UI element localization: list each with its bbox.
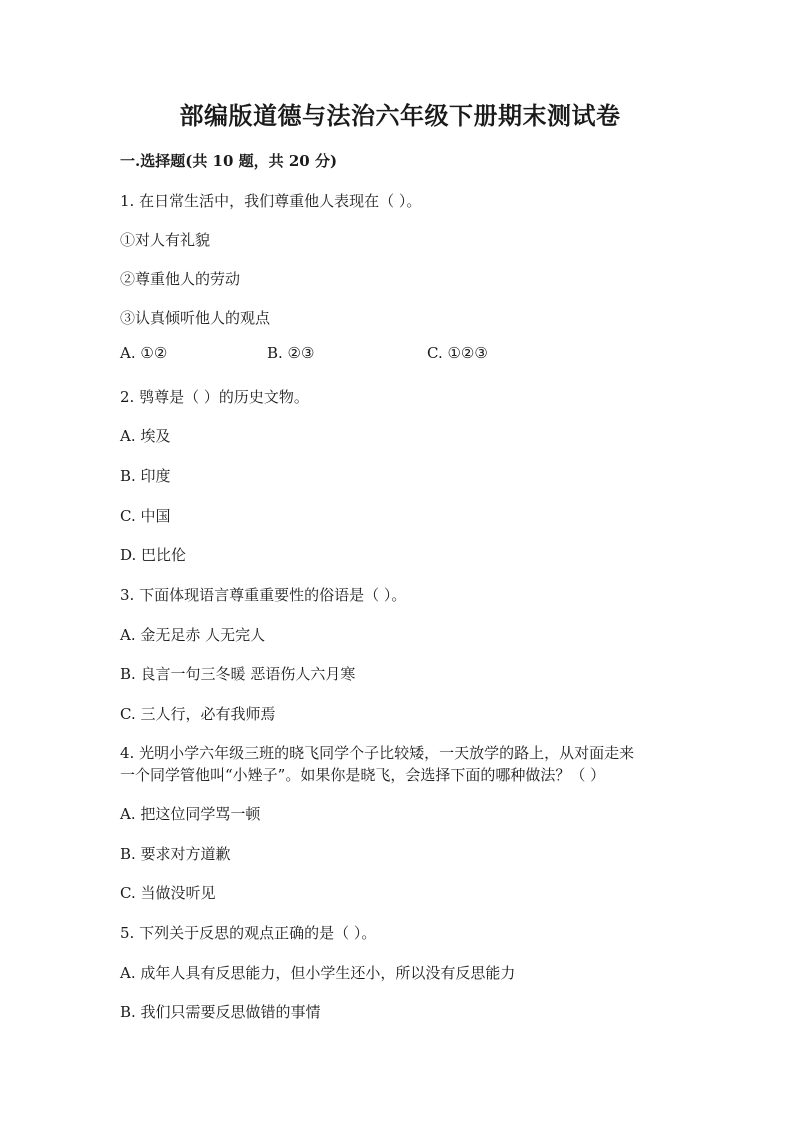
question-2-stem: 2. 鸮尊是（ ）的历史文物。 bbox=[120, 388, 309, 406]
question-5-stem: 5. 下列关于反思的观点正确的是（ ）。 bbox=[120, 924, 377, 942]
question-4-option-c: C. 当做没听见 bbox=[120, 884, 216, 902]
question-2-option-a: A. 埃及 bbox=[120, 427, 171, 445]
question-1-option-c: C. ①②③ bbox=[427, 344, 488, 362]
question-3-option-a: A. 金无足赤 人无完人 bbox=[120, 626, 266, 644]
question-1-option-a: A. ①② bbox=[120, 344, 168, 362]
exam-title: 部编版道德与法治六年级下册期末测试卷 bbox=[179, 101, 621, 130]
question-3-stem: 3. 下面体现语言尊重重要性的俗语是（ ）。 bbox=[120, 586, 407, 604]
section-heading: 一.选择题(共 10 题，共 20 分) bbox=[120, 152, 338, 170]
question-1-option-b: B. ②③ bbox=[267, 344, 315, 362]
question-2-option-d: D. 巴比伦 bbox=[120, 546, 187, 564]
question-4-option-b: B. 要求对方道歉 bbox=[120, 845, 231, 863]
question-2-option-b: B. 印度 bbox=[120, 467, 171, 485]
question-5-option-b: B. 我们只需要反思做错的事情 bbox=[120, 1003, 321, 1021]
question-4-option-a: A. 把这位同学骂一顿 bbox=[120, 805, 261, 823]
question-3-option-b: B. 良言一句三冬暖 恶语伤人六月寒 bbox=[120, 665, 356, 683]
question-4-stem-line-1: 4. 光明小学六年级三班的晓飞同学个子比较矮，一天放学的路上，从对面走来 bbox=[120, 744, 635, 762]
question-5-option-a: A. 成年人具有反思能力，但小学生还小，所以没有反思能力 bbox=[120, 964, 516, 982]
question-1-item-1: ①对人有礼貌 bbox=[120, 231, 211, 249]
question-2-option-c: C. 中国 bbox=[120, 507, 171, 525]
question-3-option-c: C. 三人行，必有我师焉 bbox=[120, 705, 276, 723]
question-4-stem-line-2: 一个同学管他叫“小矬子”。如果你是晓飞，会选择下面的哪种做法？（ ） bbox=[120, 766, 606, 784]
question-1-item-3: ③认真倾听他人的观点 bbox=[120, 309, 271, 327]
question-1-options bbox=[120, 344, 680, 366]
question-1-stem: 1. 在日常生活中，我们尊重他人表现在（ ）。 bbox=[120, 192, 422, 210]
question-1-item-2: ②尊重他人的劳动 bbox=[120, 270, 241, 288]
